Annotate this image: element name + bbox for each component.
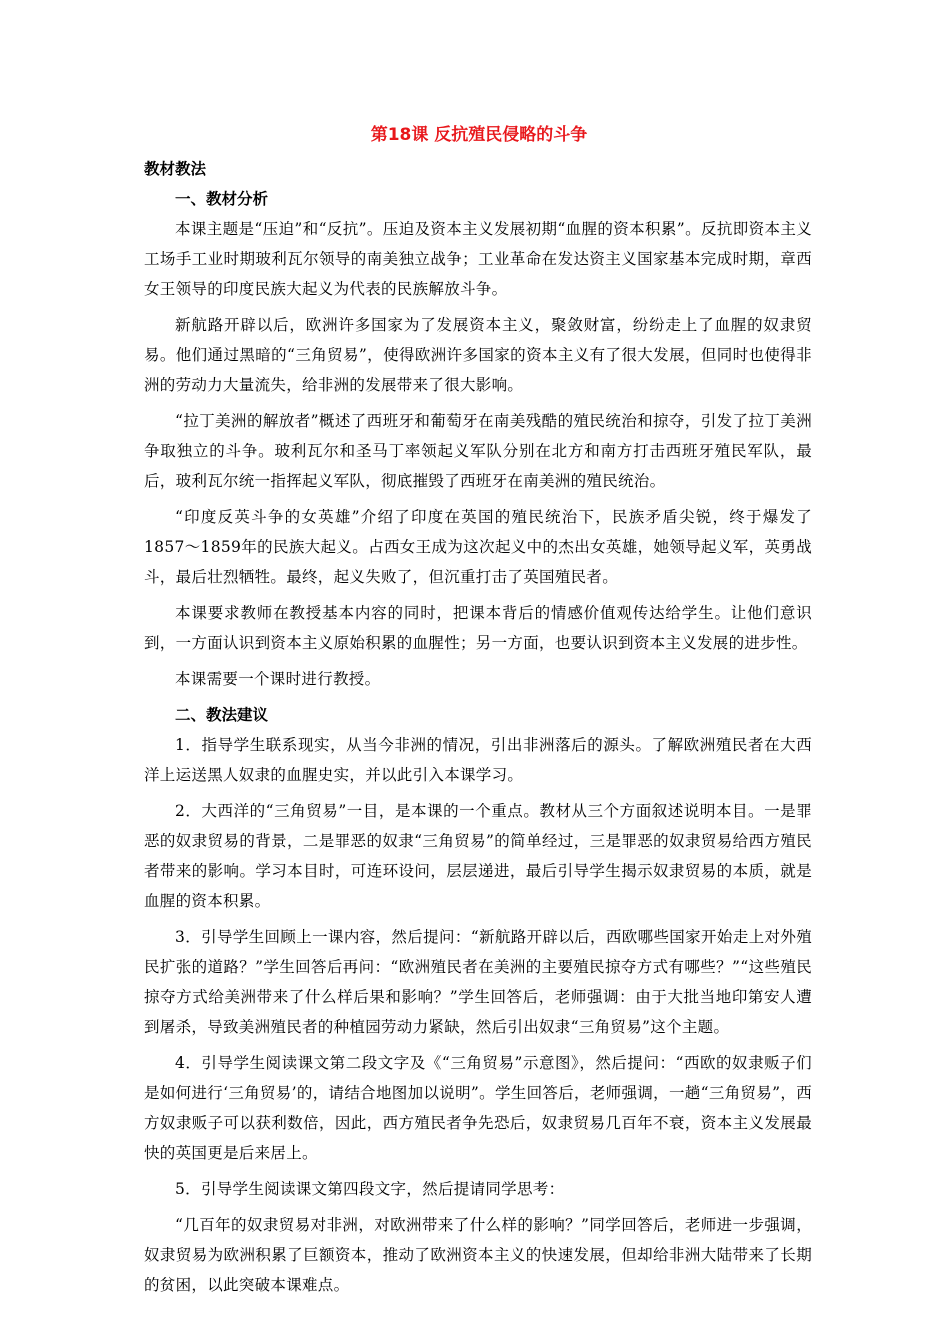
analysis-paragraph-5: 本课要求教师在教授基本内容的同时，把课本背后的情感价值观传达给学生。让他们意识到，一方面认识到资本主义原始积累的血腥性；另一方面，也要认识到资本主义发展的进步性。 [144, 604, 812, 652]
suggestion-paragraph-2: 2．大西洋的“三角贸易”一目，是本课的一个重点。教材从三个方面叙述说明本目。一是罪恶的奴隶贸易的背景，二是罪恶的奴隶“三角贸易”的简单经过，三是罪恶的奴隶贸易给西方殖民者带来的影响。学习本目时，可连环设问，层层递进，最后引导学生揭示奴隶贸易的本质，就是血腥的资本积累。 [144, 802, 812, 910]
lesson-title: 第18课 反抗殖民侵略的斗争 [370, 125, 588, 145]
heading-teaching-suggestions: 二、教法建议 [175, 706, 269, 724]
analysis-paragraph-4: “印度反英斗争的女英雄”介绍了印度在英国的殖民统治下，民族矛盾尖锐，终于爆发了1857～1859年的民族大起义。占西女王成为这次起义中的杰出女英雄，她领导起义军，英勇战斗，最后壮烈牺牲。最终，起义失败了，但沉重打击了英国殖民者。 [144, 508, 812, 586]
suggestion-paragraph-5: 5．引导学生阅读课文第四段文字，然后提请同学思考： [175, 1180, 565, 1198]
suggestion-paragraph-6: “几百年的奴隶贸易对非洲，对欧洲带来了什么样的影响？”同学回答后，老师进一步强调，奴隶贸易为欧洲积累了巨额资本，推动了欧洲资本主义的快速发展，但却给非洲大陆带来了长期的贫困，以此突破本课难点。 [144, 1216, 812, 1294]
document-page [144, 120, 812, 1306]
analysis-paragraph-3: “拉丁美洲的解放者”概述了西班牙和葡萄牙在南美残酷的殖民统治和掠夺，引发了拉丁美洲争取独立的斗争。玻利瓦尔和圣马丁率领起义军队分别在北方和南方打击西班牙殖民军队，最后，玻利瓦尔统一指挥起义军队，彻底摧毁了西班牙在南美洲的殖民统治。 [144, 412, 812, 490]
suggestion-paragraph-4: 4．引导学生阅读课文第二段文字及《“三角贸易”示意图》，然后提问：“西欧的奴隶贩子们是如何进行‘三角贸易’的，请结合地图加以说明”。学生回答后，老师强调，一趟“三角贸易”，西方奴隶贩子可以获利数倍，因此，西方殖民者争先恐后，奴隶贸易几百年不衰，资本主义发展最快的英国更是后来居上。 [144, 1054, 812, 1162]
suggestion-paragraph-3: 3．引导学生回顾上一课内容，然后提问：“新航路开辟以后，西欧哪些国家开始走上对外殖民扩张的道路？”学生回答后再问：“欧洲殖民者在美洲的主要殖民掠夺方式有哪些？”“这些殖民掠夺方式给美洲带来了什么样后果和影响？”学生回答后，老师强调：由于大批当地印第安人遭到屠杀，导致美洲殖民者的种植园劳动力紧缺，然后引出奴隶“三角贸易”这个主题。 [144, 928, 812, 1036]
analysis-paragraph-6: 本课需要一个课时进行教授。 [175, 670, 381, 688]
suggestion-paragraph-1: 1．指导学生联系现实，从当今非洲的情况，引出非洲落后的源头。了解欧洲殖民者在大西洋上运送黑人奴隶的血腥史实，并以此引入本课学习。 [144, 736, 812, 784]
analysis-paragraph-2: 新航路开辟以后，欧洲许多国家为了发展资本主义，聚敛财富，纷纷走上了血腥的奴隶贸易。他们通过黑暗的“三角贸易”，使得欧洲许多国家的资本主义有了很大发展，但同时也使得非洲的劳动力大量流失，给非洲的发展带来了很大影响。 [144, 316, 812, 394]
section-title: 教材教法 [144, 160, 207, 178]
heading-textbook-analysis: 一、教材分析 [175, 190, 269, 208]
analysis-paragraph-1: 本课主题是“压迫”和“反抗”。压迫及资本主义发展初期“血腥的资本积累”。反抗即资本主义工场手工业时期玻利瓦尔领导的南美独立战争；工业革命在发达资主义国家基本完成时期，章西女王领导的印度民族大起义为代表的民族解放斗争。 [144, 220, 812, 298]
